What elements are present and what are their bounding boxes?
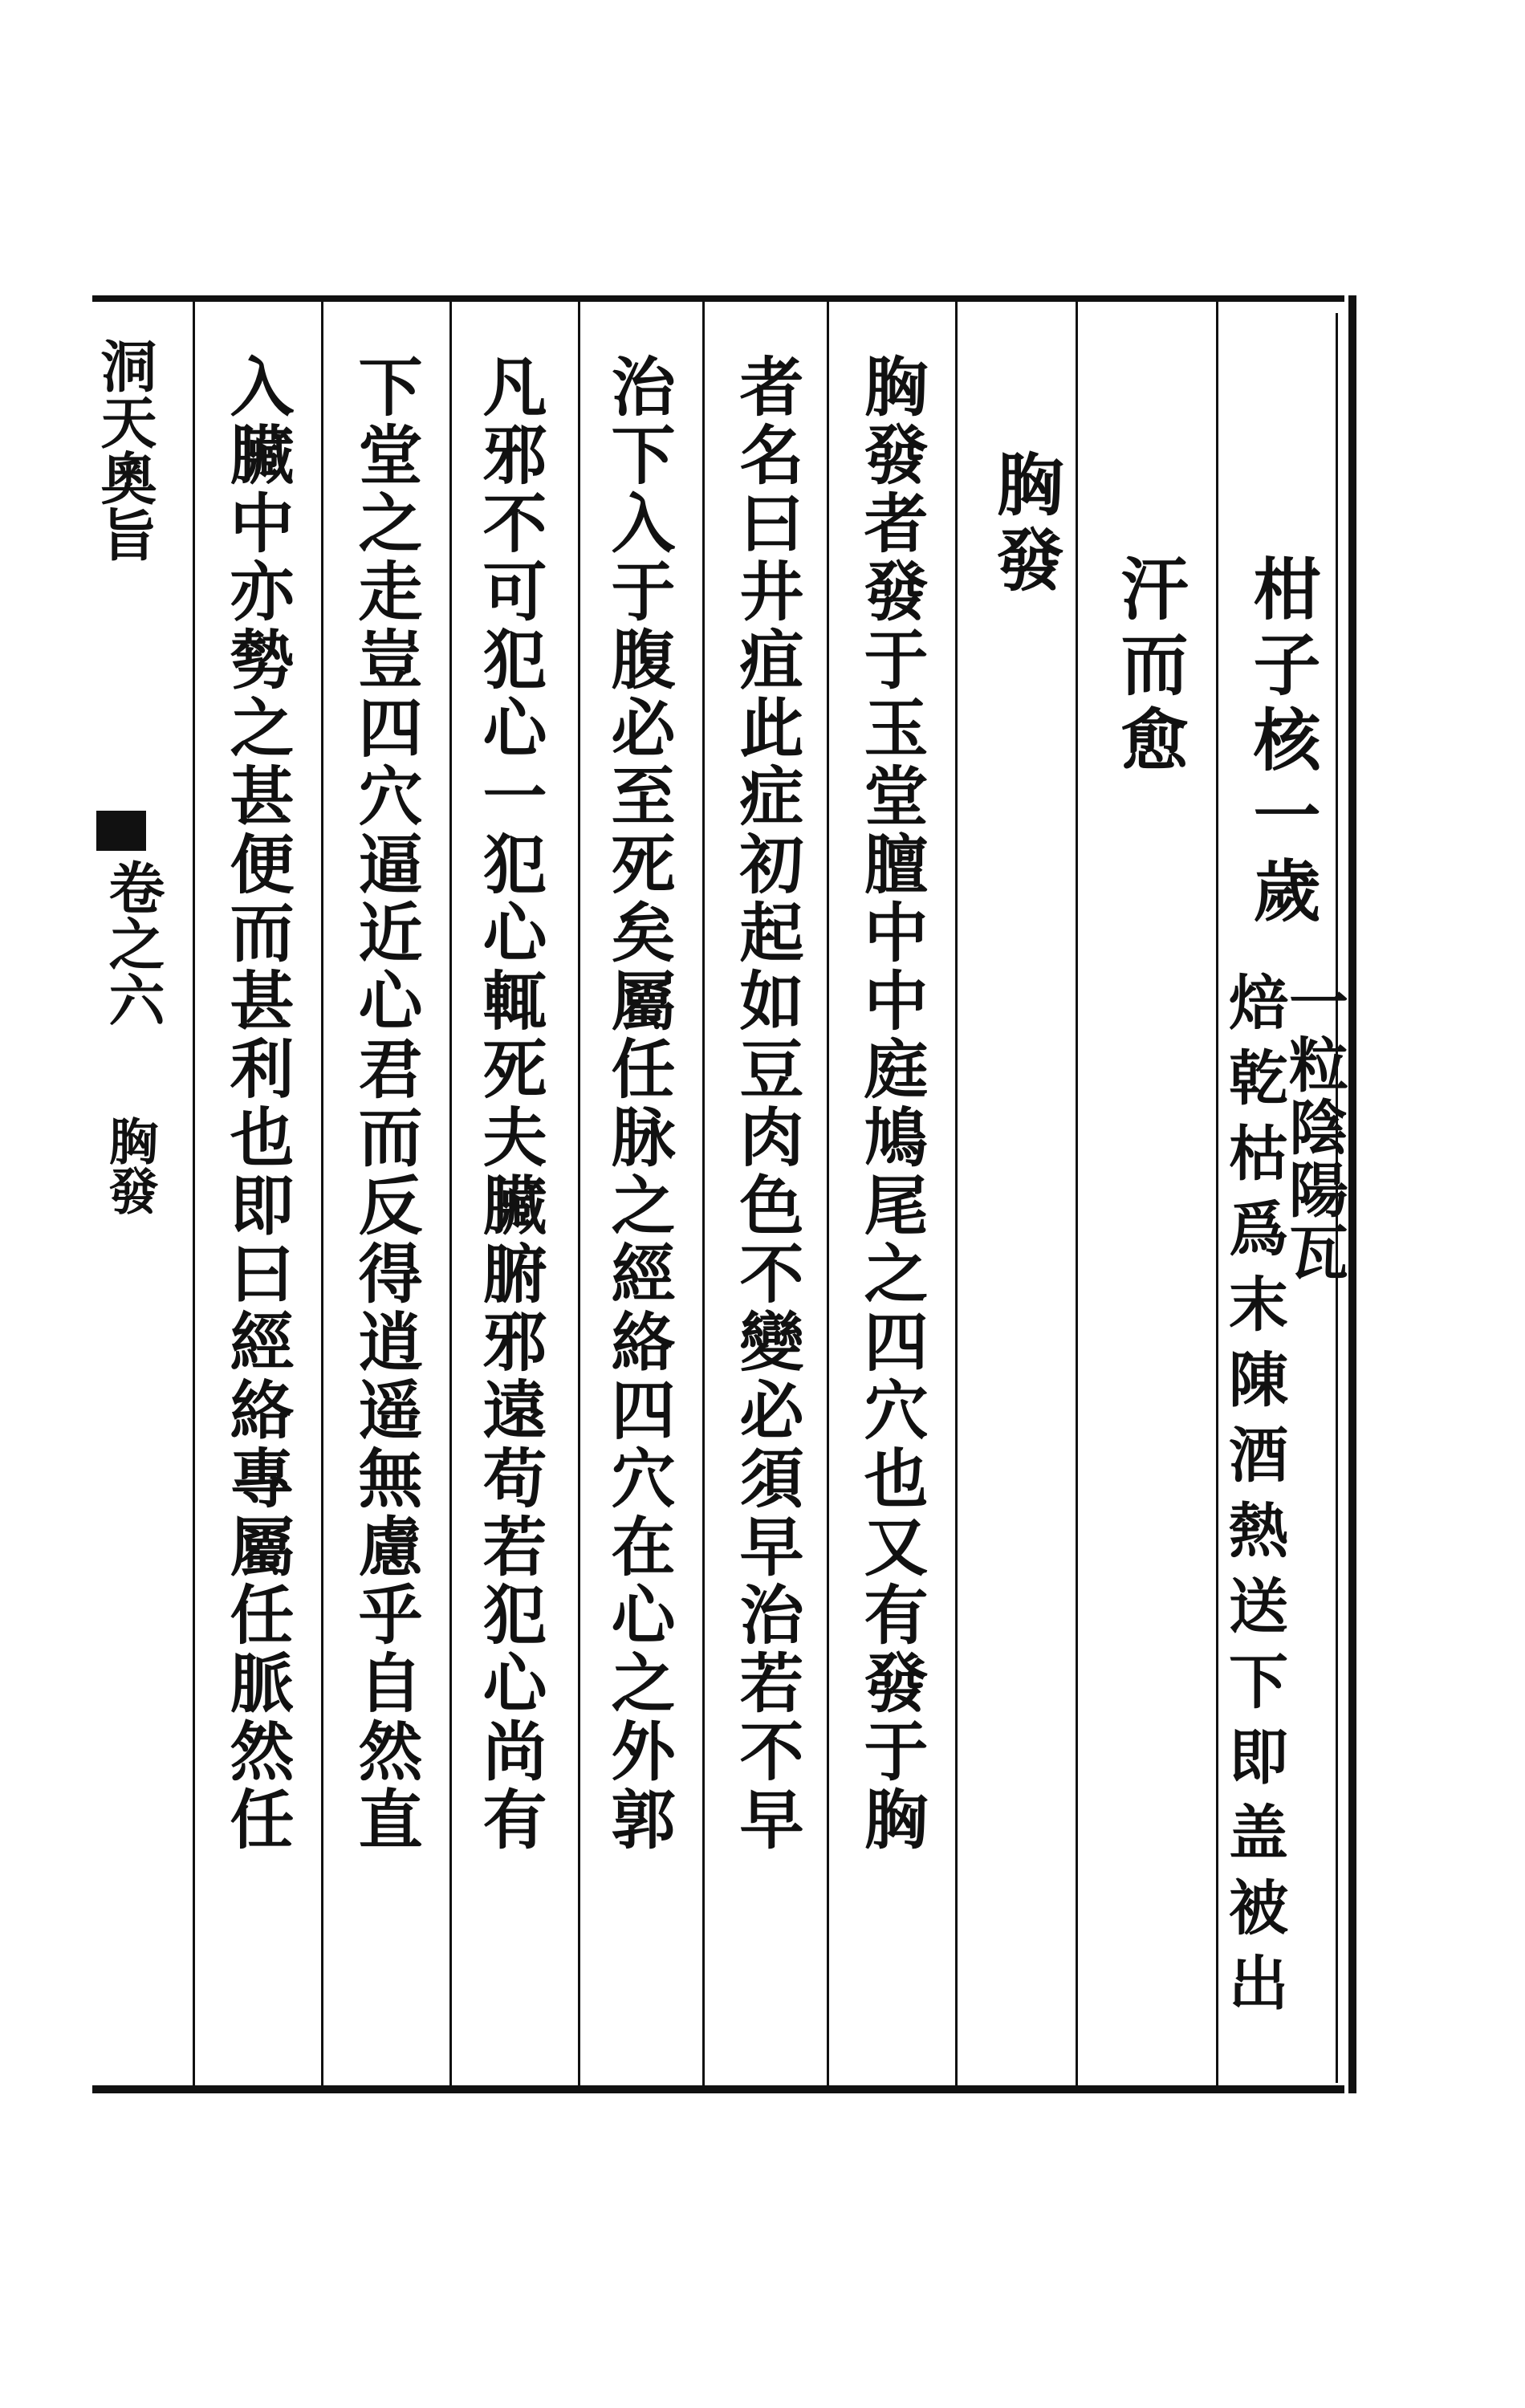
margin-volume-label: 卷之六 <box>100 859 166 1027</box>
column-divider <box>827 301 829 2087</box>
column-divider <box>578 301 580 2087</box>
frame-right-rule-outer <box>1348 295 1356 2093</box>
fishtail-mark <box>96 811 146 851</box>
margin-section-label: 胸發 <box>100 1116 159 1215</box>
text-column-6: 者名曰井疽此症初起如豆肉色不變必須早治若不早 <box>729 353 804 1854</box>
text-column-8: 凡邪不可犯心一犯心輒死夫臟腑邪遠苟若犯心尚有 <box>472 353 547 1854</box>
text-column-2-annotation: 焙乾枯爲末陳酒熱送下即盖被出 <box>1219 971 1288 2028</box>
margin-book-title: 洞天奧旨 <box>92 337 158 562</box>
column-divider <box>955 301 958 2087</box>
text-column-1: 柑子核一歲 <box>1242 554 1322 931</box>
column-divider <box>1076 301 1078 2087</box>
text-column-3: 汗而愈 <box>1110 554 1190 780</box>
frame-top-rule <box>92 295 1344 302</box>
text-column-9: 下堂之走豈四穴逼近心君而反得逍遥無慮乎自然直 <box>348 353 423 1854</box>
text-column-7: 治下入于腹必至死矣屬任脉之經絡四穴在心之外郭 <box>600 353 676 1854</box>
column-divider <box>449 301 452 2087</box>
text-column-10: 入臟中亦勢之甚便而甚利也即曰經絡專屬任脈然任 <box>219 353 295 1854</box>
text-column-5: 胸發者發于玉堂膻中中庭鳩尾之四穴也又有發于胸 <box>853 353 929 1854</box>
column-divider <box>193 301 195 2087</box>
frame-bottom-rule <box>92 2085 1344 2093</box>
section-heading: 胸發 <box>986 449 1065 600</box>
column-divider <box>1216 301 1218 2087</box>
column-divider <box>702 301 705 2087</box>
text-column-1-annotation-a: 一粒陰陽瓦 <box>1279 971 1348 1284</box>
column-divider <box>321 301 323 2087</box>
